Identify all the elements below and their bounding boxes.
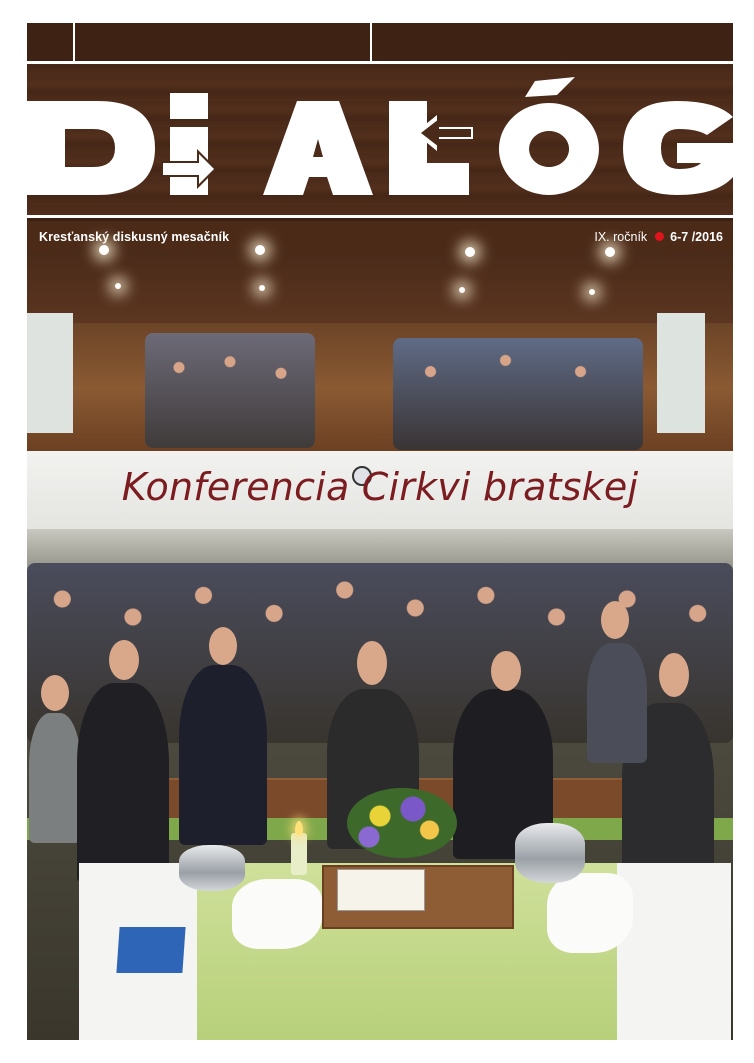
person-head bbox=[357, 641, 387, 685]
balcony-crowd bbox=[393, 338, 643, 450]
person bbox=[29, 713, 81, 843]
masthead-rule bbox=[27, 61, 733, 64]
issue-info bbox=[594, 230, 723, 244]
person-head bbox=[109, 640, 139, 680]
person-head bbox=[209, 627, 237, 665]
person bbox=[77, 683, 169, 883]
ceiling-light bbox=[465, 247, 475, 257]
masthead bbox=[27, 23, 733, 218]
candle bbox=[291, 833, 307, 875]
tagline: Kresťanský diskusný mesačník bbox=[39, 230, 230, 244]
ceiling-light bbox=[115, 283, 121, 289]
ceiling-light bbox=[459, 287, 465, 293]
white-cloth bbox=[547, 873, 633, 953]
blue-folder bbox=[116, 927, 185, 973]
balcony-crowd bbox=[145, 333, 315, 448]
wall bbox=[27, 313, 73, 433]
masthead-bar bbox=[75, 23, 372, 61]
red-dot-icon bbox=[655, 232, 664, 241]
communion-plate bbox=[179, 845, 245, 891]
masthead-rule bbox=[27, 215, 733, 218]
flower-arrangement bbox=[347, 788, 457, 858]
wall bbox=[657, 313, 705, 433]
person-head bbox=[659, 653, 689, 697]
person-head bbox=[601, 601, 629, 639]
white-cloth bbox=[232, 879, 322, 949]
person-head bbox=[491, 651, 521, 691]
person bbox=[179, 665, 267, 845]
candle-flame bbox=[295, 821, 303, 835]
cover bbox=[27, 23, 733, 1040]
communion-plate bbox=[515, 823, 585, 883]
masthead-bar bbox=[372, 23, 733, 61]
masthead-bar bbox=[27, 23, 75, 61]
magazine-logo bbox=[27, 77, 733, 195]
person-head bbox=[41, 675, 69, 711]
ceiling-light bbox=[259, 285, 265, 291]
person bbox=[587, 643, 647, 763]
issue-number: 6-7 /2016 bbox=[670, 230, 723, 244]
ceiling-light bbox=[255, 245, 265, 255]
volume-label: IX. ročník bbox=[594, 230, 648, 244]
ceiling-light bbox=[589, 289, 595, 295]
banner-title: Konferencia Cirkvi bratskej bbox=[121, 465, 639, 509]
ceiling-light bbox=[605, 247, 615, 257]
bible bbox=[337, 869, 425, 911]
ceiling-light bbox=[99, 245, 109, 255]
